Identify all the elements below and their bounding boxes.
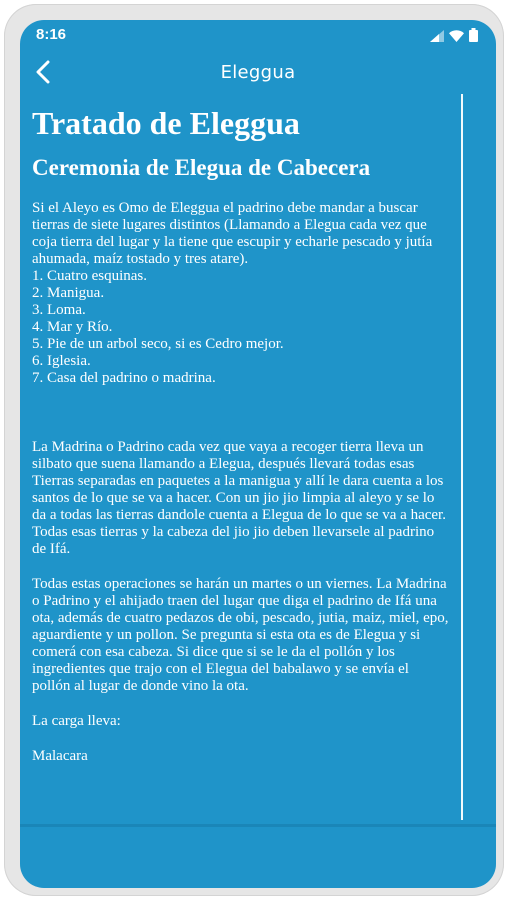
- list-item: 4. Mar y Río.: [32, 319, 113, 335]
- list-item: 1. Cuatro esquinas.: [32, 268, 147, 284]
- list-item: 5. Pie de un arbol seco, si es Cedro mejor.: [32, 336, 284, 352]
- document-title: Tratado de Eleggua: [32, 105, 300, 141]
- wifi-icon: [449, 29, 464, 47]
- paragraph-carga: La carga lleva:: [32, 713, 121, 729]
- app-bar: [20, 54, 496, 94]
- list-item: 2. Manigua.: [32, 285, 105, 301]
- list-item: 6. Iglesia.: [32, 353, 91, 369]
- paragraph-madrina: La Madrina o Padrino cada vez que vaya a recoger tierra lleva un silbato que suena llamando a Elegua, después llevará todas esas Tierras separadas en paquetes a la manigua y allí le dara cuenta a los santos de lo que se va a hacer. Con un jio jio limpia al aleyo y se lo da a todas las tierras dandole cuenta a Elegua de lo que se va a hacer. Todas esas tierras y la cabeza del jio jio deben llevarsele al padrino de Ifá.: [32, 439, 446, 557]
- list-item: 3. Loma.: [32, 302, 86, 318]
- status-icons: [430, 28, 478, 47]
- status-time: 8:16: [36, 26, 67, 43]
- battery-icon: [469, 28, 478, 47]
- status-bar: [20, 20, 496, 50]
- list-item: 7. Casa del padrino o madrina.: [32, 370, 216, 386]
- signal-icon: [430, 29, 444, 47]
- paragraph-operaciones: Todas estas operaciones se harán un martes o un viernes. La Madrina o Padrino y el ahijado traen del lugar que diga el padrino de Ifá una ota, además de cuatro pedazos de obi, pescado, jutia, maiz, miel, epo, aguardiente y un pollon. Se pregunta si esta ota es de Elegua y si comerá con esa cabeza. Si dice que si se le da el pollón y los ingredientes que trajo con el Elegua del babalawo y se envía el pollón al lugar de donde vino la ota.: [32, 576, 449, 694]
- bottom-divider: [20, 824, 496, 827]
- places-list: [32, 268, 450, 387]
- intro-paragraph: Si el Aleyo es Omo de Eleggua el padrino debe mandar a buscar tierras de siete lugares distintos (Llamando a Elegua cada vez que coja tierra del lugar y la tiene que escupir y echarle pescado y jutía ahumada, maíz tostado y tres atare).: [32, 200, 433, 267]
- device-frame: [4, 4, 504, 896]
- document-subtitle: Ceremonia de Elegua de Cabecera: [32, 155, 371, 180]
- spacer: [32, 387, 450, 439]
- page-title: Eleggua: [220, 62, 296, 83]
- paragraph-malacara: Malacara: [32, 748, 88, 764]
- app-screen: [20, 20, 496, 888]
- document-content[interactable]: [32, 104, 450, 822]
- scrollbar[interactable]: [461, 94, 463, 820]
